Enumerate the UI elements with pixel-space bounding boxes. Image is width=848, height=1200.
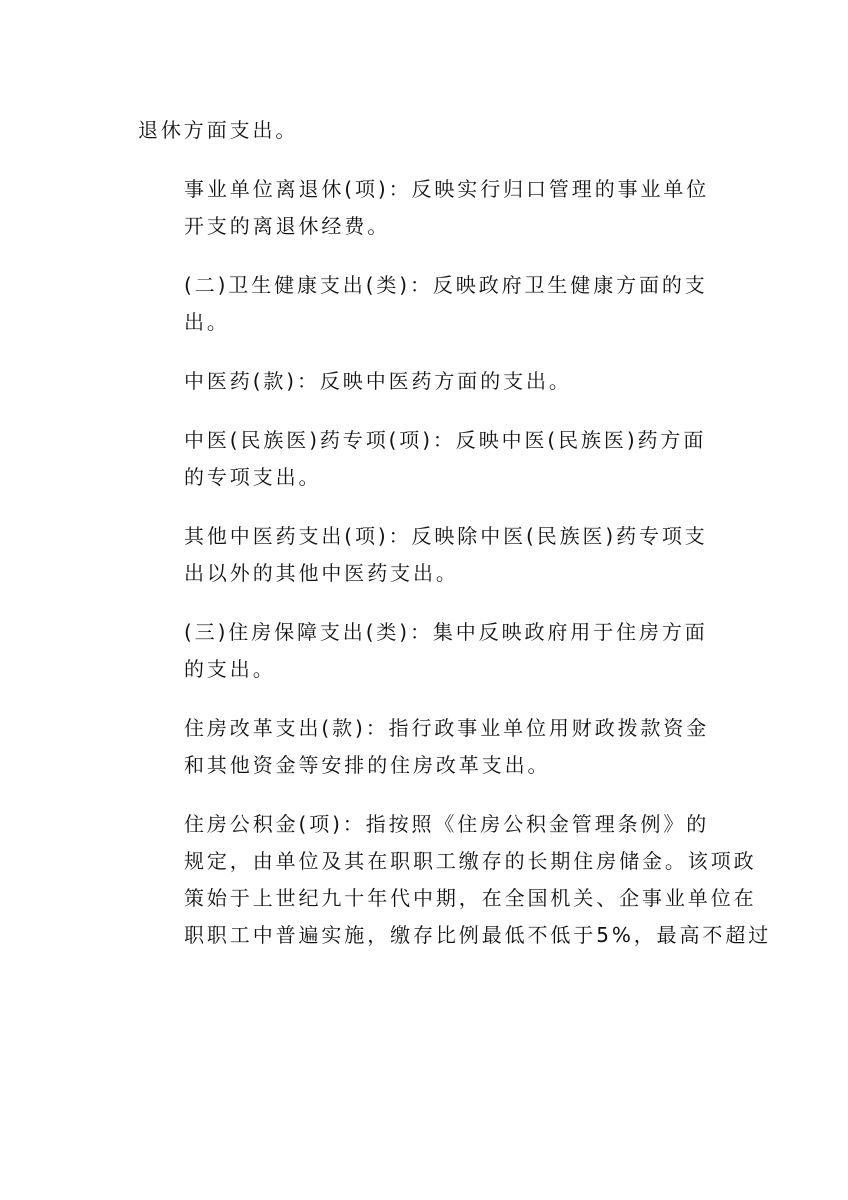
- paragraph-tcm-special: [138, 422, 713, 496]
- text-line: 退休方面支出。: [138, 118, 299, 142]
- text-line: 规定，由单位及其在职职工缴存的长期住房储金。该项政: [184, 849, 757, 873]
- text-line: 职职工中普遍实施，缴存比例最低不低于5%，最高不超过: [184, 923, 772, 947]
- text-line: 中医(民族医)药专项(项)：反映中医(民族医)药方面: [184, 428, 707, 452]
- text-line: (三)住房保障支出(类)：集中反映政府用于住房方面: [184, 620, 708, 644]
- text-line: 中医药(款)：反映中医药方面的支出。: [184, 369, 572, 393]
- paragraph-tcm: [138, 363, 713, 400]
- paragraph-other-tcm: [138, 518, 713, 592]
- text-line: 住房公积金(项)：指按照《住房公积金管理条例》的: [184, 812, 710, 836]
- paragraph-health-expenditure: [138, 267, 713, 341]
- text-line: 事业单位离退休(项)：反映实行归口管理的事业单位: [184, 177, 710, 201]
- paragraph-retirement-end: [138, 112, 713, 149]
- text-line: 的支出。: [184, 657, 276, 681]
- text-line: 出。: [184, 310, 230, 334]
- text-line: 出以外的其他中医药支出。: [184, 561, 459, 585]
- text-line: 其他中医药支出(项)：反映除中医(民族医)药专项支: [184, 524, 708, 548]
- document-body: [138, 112, 772, 976]
- text-line: (二)卫生健康支出(类)：反映政府卫生健康方面的支: [184, 273, 708, 297]
- paragraph-housing-security: [138, 614, 713, 688]
- text-line: 开支的离退休经费。: [184, 214, 391, 238]
- text-line: 的专项支出。: [184, 465, 322, 489]
- paragraph-housing-reform: [138, 710, 713, 784]
- paragraph-institution-retirement: [138, 171, 713, 245]
- text-line: 住房改革支出(款)：指行政事业单位用财政拨款资金: [184, 716, 710, 740]
- text-line: 策始于上世纪九十年代中期，在全国机关、企事业单位在: [184, 886, 757, 910]
- paragraph-housing-fund: [138, 806, 772, 954]
- text-line: 和其他资金等安排的住房改革支出。: [184, 753, 551, 777]
